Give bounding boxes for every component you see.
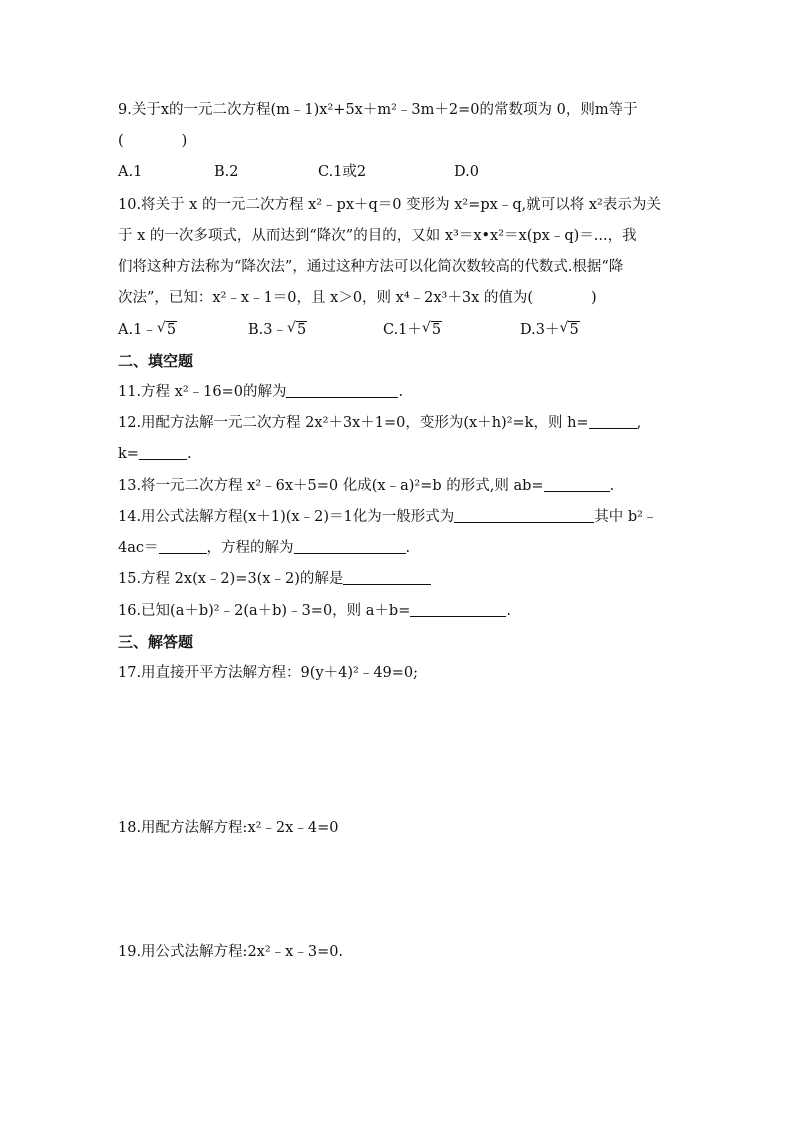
q9-stem: 9.关于x的一元二次方程(m﹣1)x²+5x＋m²﹣3m＋2=0的常数项为 0，则m等于 (118, 102, 638, 118)
q15 (118, 569, 431, 589)
q9-paren-open: ( (118, 133, 124, 149)
q9-option-a: A.1 (118, 164, 143, 180)
q14-line-2 (118, 538, 410, 558)
q16-end: . (506, 603, 511, 619)
q16-answer-blank[interactable] (410, 602, 506, 617)
q10-line-4 (118, 288, 597, 308)
q19: 19.用公式法解方程:2x²﹣x﹣3=0. (118, 944, 344, 960)
q14-discriminant-blank[interactable] (159, 539, 207, 554)
q13 (118, 476, 614, 496)
q14-solution-blank[interactable] (294, 539, 406, 554)
q14-discriminant-label: 4ac＝ (118, 540, 159, 556)
q14-general-form-blank[interactable] (454, 508, 594, 523)
q13-ab-blank[interactable] (544, 477, 610, 492)
q12-h-blank[interactable] (589, 414, 637, 429)
q10-line-1: 10.将关于 x 的一元二次方程 x²﹣px＋q＝0 变形为 x²=px﹣q,就可以将 x²表示为关 (118, 197, 661, 213)
q9-option-b: B.2 (214, 164, 239, 180)
q10-option-a (118, 320, 177, 340)
q10-option-a-radicand: 5 (166, 322, 177, 338)
q14-text-b: 其中 b²﹣ (594, 509, 658, 525)
q10-line-2: 于 x 的一次多项式，从而达到“降次”的目的，又如 x³＝x•x²＝x(px﹣q)＝...，我 (118, 228, 637, 244)
q11-end: . (398, 384, 404, 400)
q16-text: 16.已知(a＋b)²﹣2(a＋b)﹣3=0，则 a＋b= (118, 603, 411, 619)
q18: 18.用配方法解方程:x²﹣2x﹣4=0 (118, 820, 339, 836)
sqrt-icon: √ 5 (156, 320, 177, 338)
q10-option-d (520, 320, 580, 340)
q15-answer-blank[interactable] (343, 570, 431, 585)
q11-text: 11.方程 x²﹣16=0的解为 (118, 384, 287, 400)
q9-option-d: D.0 (454, 164, 479, 180)
q9-answer-paren (118, 131, 187, 151)
q12-line-1 (118, 413, 641, 433)
q13-text: 13.将一元二次方程 x²﹣6x＋5=0 化成(x﹣a)²=b 的形式,则 ab= (118, 478, 544, 494)
q17: 17.用直接开平方法解方程：9(y＋4)²﹣49=0; (118, 665, 419, 681)
q10-option-b (248, 320, 307, 340)
q12-comma: , (636, 415, 642, 431)
q10-option-d-radicand: 5 (569, 322, 579, 338)
sqrt-icon: √ 5 (287, 320, 307, 338)
q14-solution-label: ，方程的解为 (206, 540, 294, 556)
q10-option-d-prefix: D.3＋ (520, 322, 560, 338)
q12-line-2 (118, 444, 192, 464)
q14-line-1 (118, 507, 657, 527)
section-heading-fill-blank: 二、填空题 (118, 352, 194, 370)
q10-option-c (383, 320, 442, 340)
q9-options (118, 162, 518, 182)
q10-option-a-prefix: A.1﹣ (118, 322, 157, 338)
q10-options (118, 320, 638, 342)
q14-text: 14.用公式法解方程(x＋1)(x﹣2)＝1化为一般形式为 (118, 509, 455, 525)
q13-end: . (609, 478, 615, 494)
q10-option-b-radicand: 5 (297, 322, 307, 338)
q12-k-blank[interactable] (139, 445, 187, 460)
sqrt-icon: √ 5 (421, 320, 442, 338)
section-heading-solve: 三、解答题 (118, 633, 194, 651)
q11-answer-blank[interactable] (286, 383, 398, 398)
q12-text: 12.用配方法解一元二次方程 2x²＋3x＋1=0，变形为(x＋h)²=k，则 h= (118, 415, 589, 431)
q10-line-3: 们将这种方法称为“降次法”，通过这种方法可以化简次数较高的代数式.根据“降 (118, 259, 624, 275)
q12-end: . (186, 446, 192, 462)
sqrt-icon: √ 5 (559, 320, 579, 338)
q16 (118, 601, 511, 621)
q12-k-label: k= (118, 446, 139, 462)
q10-option-c-prefix: C.1＋ (383, 322, 422, 338)
q14-end: . (405, 540, 411, 556)
q10-option-b-prefix: B.3﹣ (248, 322, 287, 338)
q10-line-4-text: 次法”，已知：x²﹣x﹣1＝0，且 x＞0，则 x⁴﹣2x³＋3x 的值为( (118, 290, 534, 306)
q15-text: 15.方程 2x(x﹣2)=3(x﹣2)的解是 (118, 571, 344, 587)
q10-option-c-radicand: 5 (431, 322, 442, 338)
q11 (118, 382, 403, 402)
q10-paren-close: ) (591, 290, 597, 306)
q9-paren-close: ) (181, 133, 188, 149)
q9-option-c: C.1或2 (318, 164, 367, 180)
